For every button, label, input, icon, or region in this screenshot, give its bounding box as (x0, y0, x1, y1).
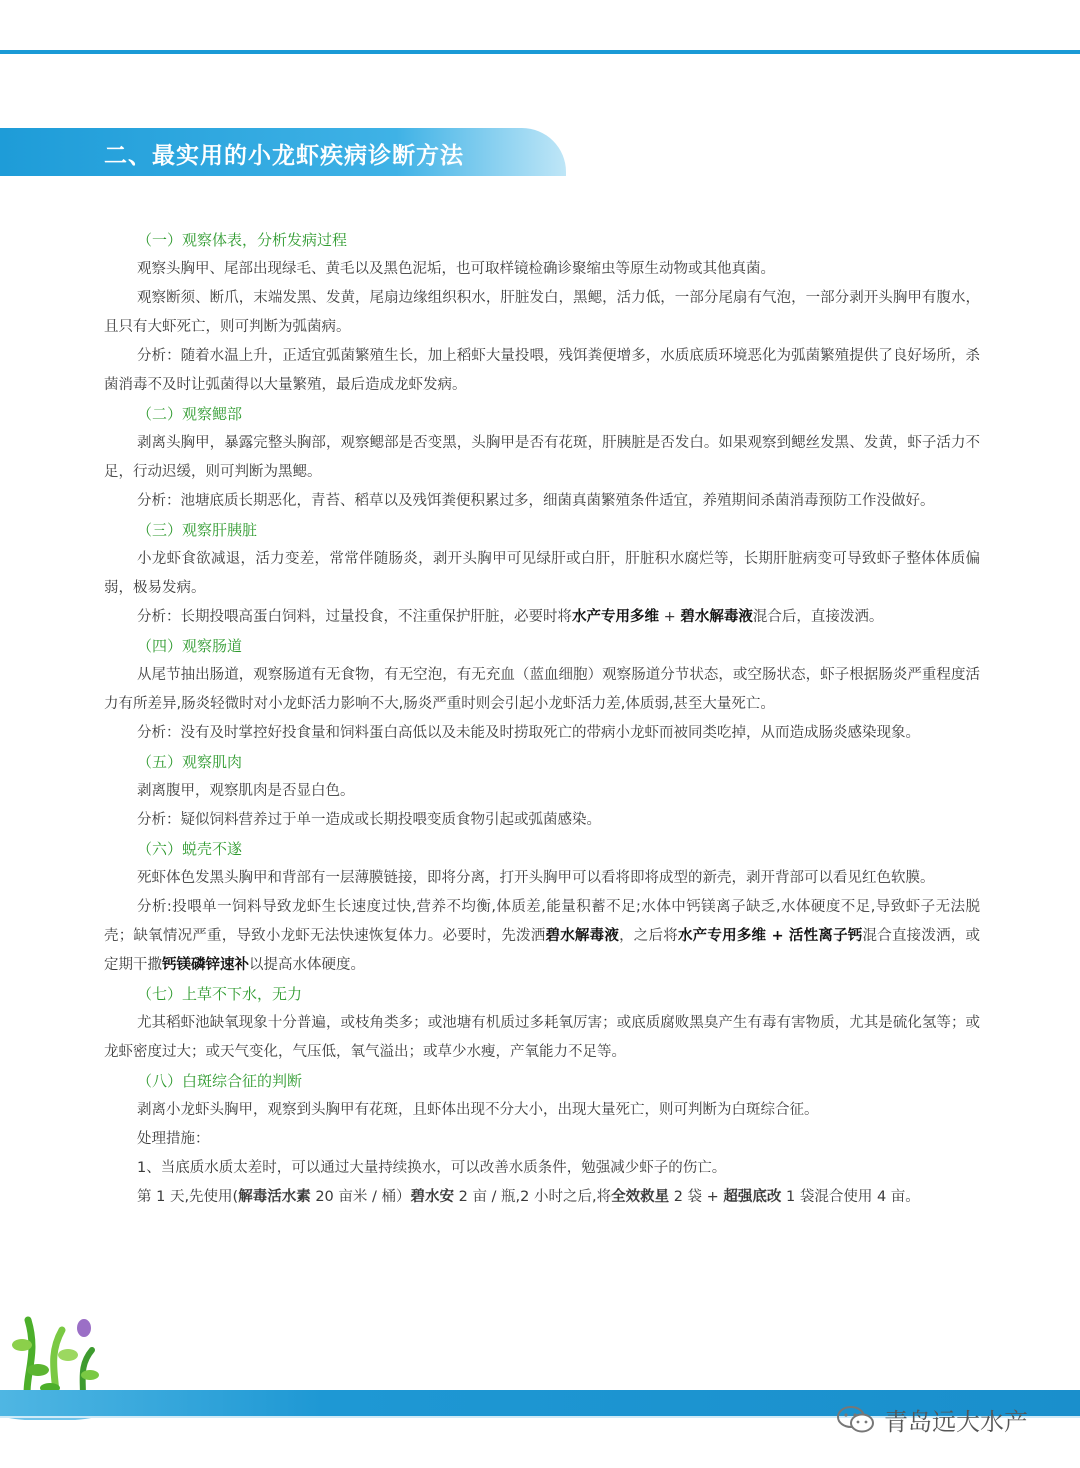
product-name: 碧水解毒液 (545, 928, 620, 944)
section-8-paragraph: 剥离小龙虾头胸甲，观察到头胸甲有花斑，且虾体出现不分大小，出现大量死亡，则可判断为白斑综合征。 (137, 1102, 819, 1118)
product-name: 碧水安 (410, 1189, 454, 1205)
text-run: 分析:投喂单一饲料导致龙虾生长速度过快,营养不均衡,体质差,能量积蓄不足;水体中钙镁离子缺乏,水体硬度不足,导致虾子无法脱壳；缺氧情况严重，导致小龙虾无法快速恢复体力。必要时，先泼洒 (104, 899, 980, 944)
product-name: 解毒活水素 (238, 1189, 311, 1205)
section-1-analysis: 分析：随着水温上升，正适宜弧菌繁殖生长，加上稻虾大量投喂，残饵粪便增多，水质底质环境恶化为弧菌繁殖提供了良好场所，杀菌消毒不及时让弧菌得以大量繁殖，最后造成龙虾发病。 (104, 348, 980, 393)
section-4-paragraph: 从尾节抽出肠道，观察肠道有无食物，有无空泡，有无充血（蓝血细胞）观察肠道分节状态，或空肠状态，虾子根据肠炎严重程度活力有所差异,肠炎轻微时对小龙虾活力影响不大,肠炎严重时则会引起小龙虾活力差,体质弱,甚至大量死亡。 (104, 667, 980, 712)
product-name: 全效救星 (611, 1189, 670, 1205)
product-name: 水产专用多维 + 活性离子钙 (677, 928, 863, 944)
top-divider-line (0, 50, 1080, 54)
section-3-analysis (104, 603, 980, 632)
section-2-analysis: 分析：池塘底质长期恶化，青苔、稻草以及残饵粪便积累过多，细菌真菌繁殖条件适宜，养殖期间杀菌消毒预防工作没做好。 (137, 493, 935, 509)
section-7-paragraph: 尤其稻虾池缺氧现象十分普遍，或枝角类多；或池塘有机质过多耗氧厉害；或底质腐败黑臭产生有毒有害物质，尤其是硫化氢等；或龙虾密度过大；或天气变化，气压低，氧气溢出；或草少水瘦，产氧能力不足等。 (104, 1015, 980, 1060)
text-run: ，之后将 (619, 928, 678, 944)
section-5-analysis: 分析：疑似饲料营养过于单一造成或长期投喂变质食物引起或弧菌感染。 (137, 812, 601, 828)
product-name: 碧水解毒液 (680, 609, 753, 625)
treatment-step-1: 1、当底质水质太差时，可以通过大量持续换水，可以改善水质条件，勉强减少虾子的伤亡。 (137, 1160, 727, 1176)
section-5-paragraph: 剥离腹甲，观察肌肉是否显白色。 (137, 783, 355, 799)
article-body (104, 226, 980, 1212)
section-heading-5: （五）观察肌肉 (137, 753, 243, 771)
section-heading-2: （二）观察鳃部 (137, 405, 243, 423)
text-run: 混合后，直接泼洒。 (752, 609, 884, 625)
text-run: 20 亩米 / 桶） (310, 1189, 411, 1205)
account-name: 青岛远大水产 (884, 1408, 1028, 1436)
section-2-paragraph: 剥离头胸甲，暴露完整头胸部，观察鳃部是否变黑，头胸甲是否有花斑，肝胰脏是否发白。如果观察到鳃丝发黑、发黄，虾子活力不足，行动迟缓，则可判断为黑鳃。 (104, 435, 980, 480)
section-heading-4: （四）观察肠道 (137, 637, 243, 655)
section-3-paragraph: 小龙虾食欲减退，活力变差，常常伴随肠炎，剥开头胸甲可见绿肝或白肝，肝脏积水腐烂等，长期肝脏病变可导致虾子整体体质偏弱，极易发病。 (104, 551, 980, 596)
wechat-icon (836, 1405, 876, 1435)
section-6-paragraph: 死虾体色发黑头胸甲和背部有一层薄膜链接，即将分离，打开头胸甲可以看将即将成型的新壳，剥开背部可以看见红色软膜。 (137, 870, 935, 886)
product-name: 超强底改 (723, 1189, 782, 1205)
page-title: 二、最实用的小龙虾疾病诊断方法 (104, 143, 464, 169)
text-run: 1 袋混合使用 4 亩。 (781, 1189, 920, 1205)
text-run: 第 1 天,先使用( (137, 1189, 239, 1205)
text-run: 混合直接泼洒，或定期干撒 (104, 928, 981, 973)
section-heading-3: （三）观察肝胰脏 (137, 521, 258, 539)
section-1-paragraph: 观察头胸甲、尾部出现绿毛、黄毛以及黑色泥垢，也可取样镜检确诊聚缩虫等原生动物或其他真菌。 (137, 261, 775, 277)
section-heading-6: （六）蜕壳不遂 (137, 840, 243, 858)
wechat-account (836, 1402, 1028, 1437)
product-name: 钙镁磷锌速补 (162, 957, 249, 973)
section-4-analysis: 分析：没有及时掌控好投食量和饲料蛋白高低以及未能及时捞取死亡的带病小龙虾而被同类吃掉，从而造成肠炎感染现象。 (137, 725, 920, 741)
section-heading-1: （一）观察体表，分析发病过程 (137, 231, 348, 249)
section-heading-7: （七）上草不下水，无力 (137, 985, 303, 1003)
section-heading-8: （八）白斑综合征的判断 (137, 1072, 303, 1090)
text-run: 2 亩 / 瓶,2 小时之后,将 (454, 1189, 612, 1205)
product-name: 水产专用多维 (572, 609, 659, 625)
text-run: 以提高水体硬度。 (249, 957, 365, 973)
text-run: + (659, 609, 681, 625)
text-run: 2 袋 + (669, 1189, 724, 1205)
text-run: 分析：长期投喂高蛋白饲料，过量投食，不注重保护肝脏，必要时将 (137, 609, 572, 625)
section-6-analysis (104, 893, 980, 980)
treatment-label: 处理措施： (137, 1131, 210, 1147)
section-1-paragraph: 观察断须、断爪，末端发黑、发黄，尾扇边缘组织积水，肝脏发白，黑鳃，活力低，一部分尾扇有气泡，一部分剥开头胸甲有腹水，且只有大虾死亡，则可判断为弧菌病。 (104, 290, 980, 335)
treatment-day-1 (104, 1183, 980, 1212)
